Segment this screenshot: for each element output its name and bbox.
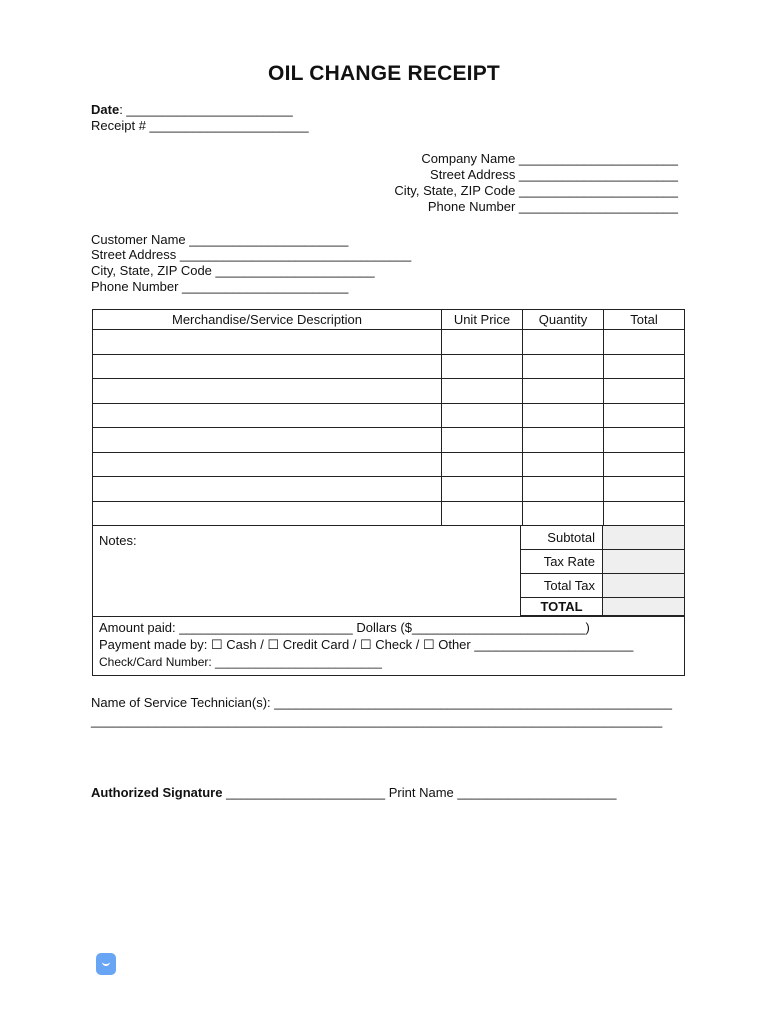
total-tax-value[interactable] (603, 574, 685, 598)
grand-total-label: TOTAL (521, 598, 603, 616)
check-card-number-line[interactable]: Check/Card Number: _________________________ (99, 655, 382, 669)
table-row (93, 379, 685, 404)
customer-street-line[interactable]: Street Address ________________________________ (91, 247, 412, 262)
items-table-header (93, 310, 685, 330)
description-cell[interactable] (93, 428, 442, 453)
grand-total-value[interactable] (603, 598, 685, 616)
unit-price-cell[interactable] (442, 477, 523, 502)
document-logo-icon (96, 953, 116, 975)
amount-paid-line[interactable]: Amount paid: ________________________ Dollars ($________________________) (99, 620, 590, 635)
receipt-number-line[interactable]: Receipt # ______________________ (91, 118, 309, 133)
quantity-cell[interactable] (523, 403, 604, 428)
table-row (93, 330, 685, 355)
notes-label: Notes: (99, 533, 137, 548)
description-cell[interactable] (93, 379, 442, 404)
description-cell[interactable] (93, 354, 442, 379)
items-table (92, 309, 685, 526)
total-cell[interactable] (604, 501, 685, 526)
total-cell[interactable] (604, 477, 685, 502)
quantity-cell[interactable] (523, 452, 604, 477)
total-tax-label: Total Tax (521, 574, 603, 598)
subtotal-row (521, 526, 685, 550)
customer-phone-line[interactable]: Phone Number _______________________ (91, 279, 349, 294)
tax-rate-row (521, 550, 685, 574)
tax-rate-value[interactable] (603, 550, 685, 574)
signature-line[interactable] (91, 785, 616, 801)
company-city-line[interactable]: City, State, ZIP Code ______________________ (394, 183, 678, 198)
table-row (93, 477, 685, 502)
col-description-header: Merchandise/Service Description (93, 310, 442, 330)
total-tax-row (521, 574, 685, 598)
total-cell[interactable] (604, 330, 685, 355)
unit-price-cell[interactable] (442, 428, 523, 453)
table-row (93, 354, 685, 379)
col-quantity-header: Quantity (523, 310, 604, 330)
subtotal-value[interactable] (603, 526, 685, 550)
description-cell[interactable] (93, 330, 442, 355)
unit-price-cell[interactable] (442, 501, 523, 526)
date-blank: : _______________________ (119, 102, 293, 117)
quantity-cell[interactable] (523, 379, 604, 404)
quantity-cell[interactable] (523, 477, 604, 502)
customer-city-line[interactable]: City, State, ZIP Code ______________________ (91, 263, 375, 278)
description-cell[interactable] (93, 452, 442, 477)
date-label: Date (91, 102, 120, 117)
col-total-header: Total (604, 310, 685, 330)
company-phone-line[interactable]: Phone Number ______________________ (427, 199, 678, 214)
page-title: OIL CHANGE RECEIPT (268, 62, 500, 85)
unit-price-cell[interactable] (442, 330, 523, 355)
unit-price-cell[interactable] (442, 379, 523, 404)
company-name-line[interactable]: Company Name ______________________ (421, 151, 678, 166)
payment-method-line[interactable]: Payment made by: ☐ Cash / ☐ Credit Card / ☐ Check / ☐ Other ______________________ (99, 637, 634, 652)
print-name-field: Print Name ______________________ (388, 785, 617, 800)
total-cell[interactable] (604, 452, 685, 477)
totals-table (520, 525, 685, 616)
quantity-cell[interactable] (523, 428, 604, 453)
company-street-line[interactable]: Street Address ______________________ (430, 167, 678, 182)
total-cell[interactable] (604, 354, 685, 379)
total-cell[interactable] (604, 379, 685, 404)
customer-name-line[interactable]: Customer Name ______________________ (91, 232, 349, 247)
quantity-cell[interactable] (523, 330, 604, 355)
description-cell[interactable] (93, 477, 442, 502)
authorized-signature-label: Authorized Signature (91, 785, 223, 800)
description-cell[interactable] (93, 501, 442, 526)
table-row (93, 403, 685, 428)
unit-price-cell[interactable] (442, 452, 523, 477)
table-row (93, 428, 685, 453)
grand-total-row (521, 598, 685, 616)
notes-payment-box (92, 525, 685, 676)
payment-section (93, 616, 684, 669)
technician-extra-line[interactable]: _______________________________________________________________________________ (91, 713, 663, 728)
table-row (93, 501, 685, 526)
signature-blank: ______________________ (222, 785, 389, 800)
total-cell[interactable] (604, 428, 685, 453)
quantity-cell[interactable] (523, 501, 604, 526)
tax-rate-label: Tax Rate (521, 550, 603, 574)
unit-price-cell[interactable] (442, 354, 523, 379)
col-unit-price-header: Unit Price (442, 310, 523, 330)
table-row (93, 452, 685, 477)
date-line[interactable] (91, 102, 293, 118)
description-cell[interactable] (93, 403, 442, 428)
subtotal-label: Subtotal (521, 526, 603, 550)
unit-price-cell[interactable] (442, 403, 523, 428)
total-cell[interactable] (604, 403, 685, 428)
technician-name-line[interactable]: Name of Service Technician(s): _______________________________________________________ (91, 695, 672, 710)
quantity-cell[interactable] (523, 354, 604, 379)
